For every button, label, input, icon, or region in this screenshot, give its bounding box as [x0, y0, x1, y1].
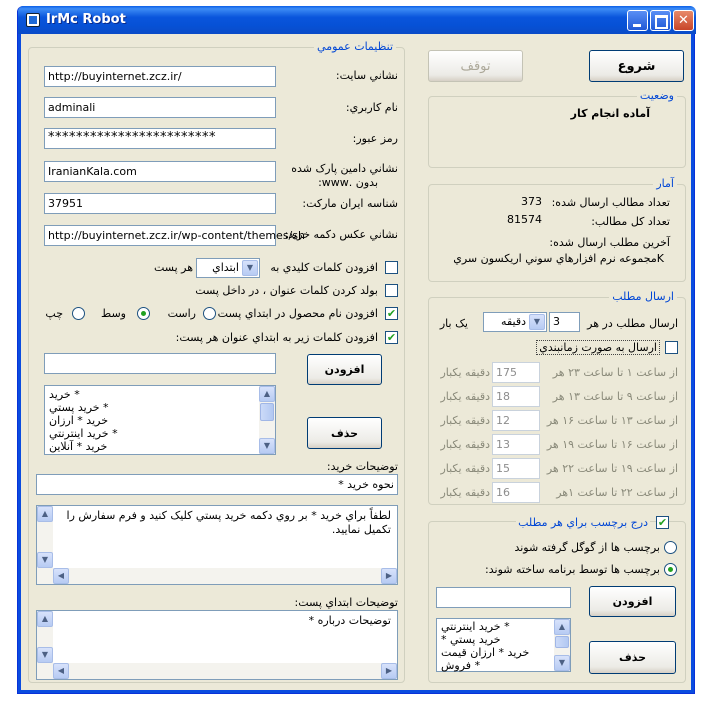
scroll-down-icon[interactable]: ▼: [37, 647, 53, 663]
schedule-label-1: از ساعت ۹ تا ساعت ۱۳ هر: [552, 390, 678, 403]
market-id-input[interactable]: 37951: [44, 193, 276, 214]
status-text: آماده انجام کار: [570, 107, 650, 120]
schedule-input-2[interactable]: 12: [492, 410, 540, 431]
schedule-label-0: از ساعت ۱ تا ساعت ۲۳ هر: [552, 366, 678, 379]
tags-scrollbar[interactable]: [554, 619, 570, 671]
buy-desc-hscroll[interactable]: [37, 568, 397, 584]
scroll-right-icon[interactable]: ▶: [381, 663, 397, 679]
schedule-input-4[interactable]: 15: [492, 458, 540, 479]
schedule-label-5: از ساعت ۲۲ تا ساعت ۱هر: [556, 486, 678, 499]
tags-legend: درج برچسب براي هر مطلب: [518, 516, 648, 529]
keywords-position-select[interactable]: [196, 258, 260, 278]
tags-program-label: برچسب ها توسط برنامه ساخته شوند:: [485, 563, 660, 576]
scheduled-checkbox[interactable]: [665, 341, 678, 354]
maximize-icon[interactable]: [650, 10, 671, 31]
schedule-input-0[interactable]: 175: [492, 362, 540, 383]
word-input[interactable]: [44, 353, 276, 374]
list-item[interactable]: خريد * آنلاين: [49, 440, 108, 453]
bold-title-label: بولد کردن کلمات عنوان ، در داخل پست: [195, 284, 378, 297]
scroll-up-icon[interactable]: ▲: [259, 386, 275, 402]
align-left-label: چپ: [45, 307, 63, 320]
once-label: يک بار: [439, 317, 468, 330]
add-product-name-checkbox[interactable]: ✔: [386, 307, 397, 320]
status-legend: وضعيت: [637, 89, 677, 102]
parked-domain-label: نشاني دامين پارک شده: [291, 162, 398, 175]
list-item[interactable]: * خريد اينترنتي: [441, 620, 510, 633]
buy-desc-textarea[interactable]: [36, 505, 398, 585]
list-item[interactable]: * خريد: [49, 388, 80, 401]
total-count-value: 81574: [507, 213, 542, 226]
scroll-right-icon[interactable]: ▶: [381, 568, 397, 584]
list-item[interactable]: خريد * ارزان: [49, 414, 109, 427]
words-listbox[interactable]: [44, 385, 276, 455]
sent-count-label: تعداد مطالب ارسال شده:: [551, 196, 670, 209]
chevron-down-icon[interactable]: ▼: [242, 260, 258, 276]
tags-google-label: برچسب ها از گوگل گرفته شوند: [514, 541, 660, 554]
scroll-up-icon[interactable]: ▲: [37, 611, 53, 627]
schedule-input-5[interactable]: 16: [492, 482, 540, 503]
username-label: نام کاربري:: [345, 101, 398, 114]
scroll-down-icon[interactable]: ▼: [259, 438, 275, 454]
password-label: رمز عبور:: [352, 132, 398, 145]
close-icon[interactable]: ✕: [673, 10, 694, 31]
buy-desc-vscroll[interactable]: [37, 506, 53, 568]
scroll-left-icon[interactable]: ◀: [53, 663, 69, 679]
align-center-radio[interactable]: [137, 307, 150, 320]
schedule-input-1[interactable]: 18: [492, 386, 540, 407]
list-item[interactable]: * خريد پستي: [49, 401, 109, 414]
send-every-input[interactable]: 3: [549, 312, 580, 332]
add-words-title-label: افزودن کلمات زير به ابتداي عنوان هر پست:: [175, 331, 378, 344]
username-input[interactable]: adminali: [44, 97, 276, 118]
scroll-thumb[interactable]: [260, 403, 274, 421]
send-unit-select[interactable]: [483, 312, 547, 332]
buy-button-image-label: نشاني عکس دکمه خريد:: [284, 228, 398, 241]
list-item[interactable]: * فروش: [441, 659, 481, 672]
list-item[interactable]: * خريد اينترنتي: [49, 427, 118, 440]
window-title: IrMc Robot: [46, 12, 126, 27]
scheduled-label: ارسال به صورت زمانبندي: [536, 340, 660, 355]
tags-listbox[interactable]: [436, 618, 571, 672]
scroll-down-icon[interactable]: ▼: [37, 552, 53, 568]
schedule-label-3: از ساعت ۱۶ تا ساعت ۱۹ هر: [546, 438, 678, 451]
last-post-value: Kمجموعه نرم افزارهاي سوني اريکسون سري: [453, 252, 664, 265]
scroll-down-icon[interactable]: ▼: [554, 655, 570, 671]
general-settings-legend: تنظيمات عمومي: [314, 40, 396, 53]
scroll-up-icon[interactable]: ▲: [37, 506, 53, 522]
minimize-icon[interactable]: [627, 10, 648, 31]
buy-desc-title-input[interactable]: نحوه خريد *: [36, 474, 398, 495]
schedule-suffix-4: دقيقه يکبار: [440, 462, 490, 475]
schedule-suffix-5: دقيقه يکبار: [440, 486, 490, 499]
parked-domain-input[interactable]: IranianKala.com: [44, 161, 276, 182]
delete-word-button[interactable]: حذف: [307, 417, 382, 449]
align-left-radio[interactable]: [72, 307, 85, 320]
add-keywords-checkbox[interactable]: [385, 261, 398, 274]
market-id-label: شناسه ايران مارکت:: [302, 197, 398, 210]
schedule-label-2: از ساعت ۱۳ تا ساعت ۱۶ هر: [546, 414, 678, 427]
tag-input[interactable]: [436, 587, 571, 608]
add-keywords-label: افزودن کلمات کليدي به: [270, 261, 378, 274]
stats-legend: آمار: [653, 177, 677, 190]
password-input[interactable]: ************************: [44, 128, 276, 149]
site-url-input[interactable]: http://buyinternet.zcz.ir/: [44, 66, 276, 87]
schedule-suffix-2: دقيقه يکبار: [440, 414, 490, 427]
sending-legend: ارسال مطلب: [609, 290, 677, 303]
post-start-desc-textarea[interactable]: [36, 610, 398, 680]
post-desc-hscroll[interactable]: [37, 663, 397, 679]
scroll-left-icon[interactable]: ◀: [53, 568, 69, 584]
post-desc-vscroll[interactable]: [37, 611, 53, 663]
list-item[interactable]: خريد * ارزان قيمت: [441, 646, 530, 659]
schedule-suffix-3: دقيقه يکبار: [440, 438, 490, 451]
chevron-down-icon[interactable]: ▼: [529, 314, 545, 330]
bold-title-checkbox[interactable]: [385, 284, 398, 297]
add-tag-button[interactable]: افزودن: [589, 586, 676, 617]
title-bar[interactable]: [18, 6, 696, 34]
post-start-desc-text: توضيحات درباره *: [308, 614, 391, 627]
add-words-title-checkbox[interactable]: ✔: [386, 331, 397, 344]
post-start-desc-label: توضيحات ابتداي پست:: [294, 596, 398, 609]
align-right-label: راست: [167, 307, 196, 320]
schedule-label-4: از ساعت ۱۹ تا ساعت ۲۲ هر: [546, 462, 678, 475]
buy-button-image-input[interactable]: http://buyinternet.zcz.ir/wp-content/themes/sh: [44, 225, 276, 246]
send-unit-value: دقيقه: [501, 315, 526, 328]
schedule-suffix-0: دقيقه يکبار: [440, 366, 490, 379]
sent-count-value: 373: [521, 195, 542, 208]
start-button[interactable]: شروع: [589, 50, 684, 82]
add-product-name-label: افزودن نام محصول در ابتداي پست: [217, 307, 378, 320]
site-url-label: نشاني سايت:: [335, 69, 398, 82]
align-center-label: وسط: [101, 307, 126, 320]
parked-domain-label-2: بدون .www:: [318, 176, 378, 189]
keywords-position-value: ابتداي: [212, 261, 239, 274]
total-count-label: تعداد کل مطالب:: [591, 215, 670, 228]
align-right-radio[interactable]: [203, 307, 216, 320]
buy-desc-label: توضيحات خريد:: [326, 460, 398, 473]
tags-checkbox[interactable]: ✔: [657, 516, 668, 529]
schedule-suffix-1: دقيقه يکبار: [440, 390, 490, 403]
list-item[interactable]: خريد پستي *: [441, 633, 501, 646]
words-scrollbar[interactable]: [259, 386, 275, 454]
add-word-button[interactable]: افزودن: [307, 354, 382, 385]
delete-tag-button[interactable]: حذف: [589, 641, 676, 674]
stop-button[interactable]: توقف: [428, 50, 523, 82]
buy-desc-text: لطفاً براي خريد * بر روي دکمه خريد پستي کليک کنيد و فرم سفارش را تکميل نماييد.: [66, 509, 391, 536]
app-icon: [26, 13, 40, 27]
last-post-label: آخرين مطلب ارسال شده:: [549, 236, 670, 249]
scroll-thumb[interactable]: [555, 636, 569, 648]
add-keywords-suffix: هر پست: [153, 261, 193, 274]
tags-google-radio[interactable]: [664, 541, 677, 554]
schedule-input-3[interactable]: 13: [492, 434, 540, 455]
send-every-label: ارسال مطلب در هر: [587, 317, 678, 330]
tags-program-radio[interactable]: [664, 563, 677, 576]
scroll-up-icon[interactable]: ▲: [554, 619, 570, 635]
